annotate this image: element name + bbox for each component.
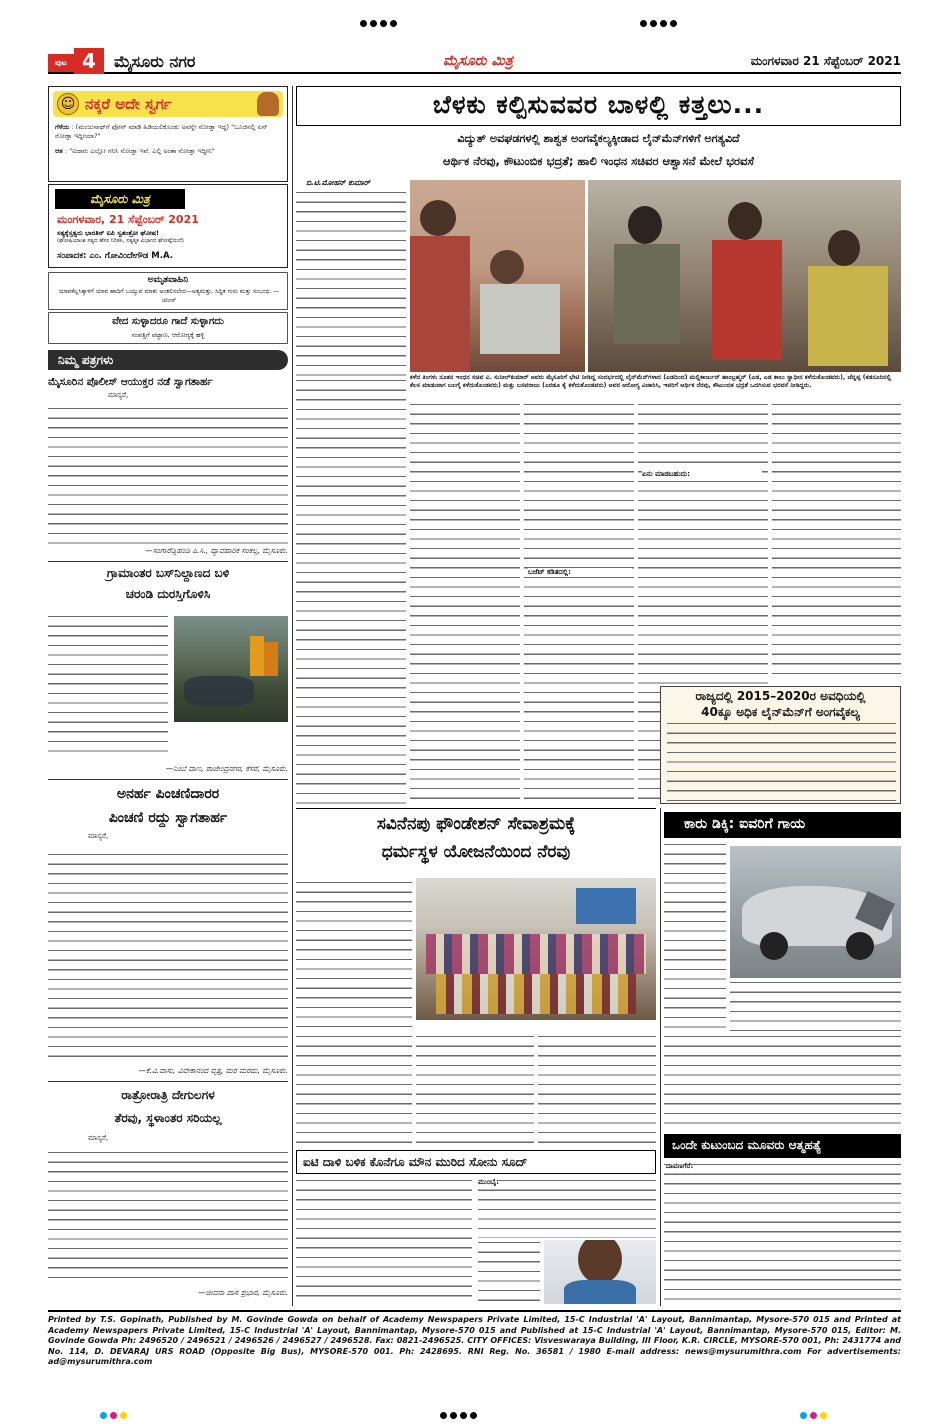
letter-2-title1: ಗ್ರಾಮಾಂತರ ಬಸ್‌ನಿಲ್ದಾಣದ ಬಳಿ — [106, 566, 230, 580]
letter-4-title1: ರಾತ್ರೋರಾತ್ರಿ ದೇಗುಲಗಳ — [121, 1088, 215, 1102]
paper-name: ಮೈಸೂರು ಮಿತ್ರ — [443, 53, 513, 69]
car-crash-photo — [730, 846, 901, 978]
lead-deck-1: ವಿದ್ಯುತ್ ಅವಘಡಗಳಲ್ಲಿ ಶಾಶ್ವತ ಅಂಗವೈಕಲ್ಯಕ್ಕೀಡಾದ ಲೈನ್‌ಮೆನ್‌ಗಳಿಗೆ ಅಗತ್ಯವಿದೆ — [457, 132, 740, 145]
lead-headline-bar — [296, 86, 901, 126]
registration-dots-bottom-mid — [440, 1404, 480, 1423]
story3-title: ಕಾರು ಡಿಕ್ಕಿ: ಐವರಿಗೆ ಗಾಯ — [684, 816, 806, 832]
story2-body-3 — [416, 1034, 534, 1148]
letter-4-salutation: ಮಾನ್ಯರೆ, — [88, 1134, 109, 1142]
humor-title: ನಕ್ಕರೆ ಅದೇ ಸ್ವರ್ಗ — [85, 95, 172, 113]
letter-1 — [48, 376, 288, 562]
story4-body-1 — [296, 1178, 472, 1304]
proverb-text: ಸಂಪತ್ತಿಗೆ ಪಟ್ಟಾಣ, ಆರೋಗ್ಯಕ್ಕೆ ಹಳ್ಳಿ — [131, 331, 205, 339]
amrita-title: ಅಮೃತವಾಹಿನಿ — [147, 275, 189, 285]
letter-1-signature: —ಸಂಗಾರೆಡ್ಡಿಹಂಡಿ ಪಿ.ಸಿ., ವ್ಯಾವಹಾರಿಕ ಸಂಕಲ್ಪ, ಮೈಸೂರು. — [145, 546, 288, 555]
editorial-editor: ಸಂಪಾದಕ: ಎಂ. ಗೋವಿಂದೇಗೌಡ M.A. — [57, 251, 173, 261]
editorial-line2: (ಘೋಷಿಯಾಂಶ ಸತ್ಯದ ಹೆಸರ ನಿರಿತಸಿ, ಸತ್ಯತ್ಮಕ ವಿಭಾಗದ ಘೋಷ್ಕೆಯಿದೆ) — [57, 238, 184, 244]
lead-col-3 — [524, 402, 634, 804]
story4-body-2 — [478, 1178, 656, 1238]
footer-imprint — [48, 1310, 901, 1368]
story2-title2: ಧರ್ಮಸ್ಥಳ ಯೋಜನೆಯಿಂದ ನೆರವು — [381, 842, 571, 862]
story2-title1: ಸವಿನೆನಪು ಫೌಂಡೇಶನ್ ಸೇವಾಶ್ರಮಕ್ಕೆ — [376, 814, 576, 834]
lead-subhead-3: ಏನು ಮಾಡಬಹುದು: — [642, 470, 762, 479]
lead-col-2 — [410, 402, 520, 804]
letter-3 — [48, 786, 288, 1082]
lead-subhead-2: ಬಜೆಟ್ ಕಡಿತದಲ್ಲಿ: — [528, 568, 632, 577]
sonu-sood-photo — [544, 1240, 656, 1304]
amrita-text: ಯಾವಕೆಲ್ಲಸಿಕ್ಕಾಳಿಗೆ ಯಾವ ಹಾದಿಗೆ ಒಯ್ಯುವ ಮಾತು ಅಂತಲಿಸಲೇದ—ಅತ್ಯಮತ್ತು, ಸಿದ್ಧಿತ ಗುರು ಮತ್ತು ಸಂಬಂಧ. —ಚಿನೀಸ್ — [58, 288, 280, 304]
story2-body-2 — [296, 1034, 412, 1148]
letter-2-signature: —ನಿಂಬೆ ವಾಣ, ರಾಜೇಂದ್ರನಗರ, ಕೆಸರೆ, ಮೈಸೂರು. — [165, 764, 288, 773]
story2-body-4 — [538, 1034, 656, 1148]
letters-header — [48, 350, 288, 370]
story2-body-1 — [296, 880, 412, 1030]
letter-2-title2: ಚರಂಡಿ ದುರಸ್ತಿಗೊಳಿಸಿ — [125, 587, 211, 601]
story3-body-3 — [664, 1034, 901, 1130]
masthead — [48, 48, 901, 74]
laughing-face-icon: ☺ — [57, 93, 79, 115]
section-title: ಮೈಸೂರು ನಗರ — [114, 52, 196, 71]
letter-2-body — [48, 614, 168, 758]
letter-4-title2: ತೆರವು, ಸ್ಥಳಾಂತರ ಸರಿಯಲ್ಲ — [114, 1111, 222, 1125]
amrita-box — [48, 272, 288, 310]
story5-header — [664, 1134, 901, 1158]
story3-body-2 — [730, 980, 901, 1034]
page-number: 4 — [74, 48, 104, 74]
stat-box-body — [667, 721, 896, 801]
stat-box-title: ರಾಜ್ಯದಲ್ಲಿ 2015–2020ರ ಅವಧಿಯಲ್ಲಿ — [695, 689, 866, 703]
letter-2 — [48, 566, 288, 780]
registration-dots-bottom-right — [800, 1404, 830, 1423]
page-label: ಪುಟ — [48, 54, 74, 72]
lead-col-1 — [296, 378, 406, 804]
lead-byline: ಬಿ.ಟಿ.ಮೋಹನ್ ಕುಮಾರ್ — [306, 178, 371, 187]
story4-dateline: ಮುಂಬೈ: — [478, 1178, 500, 1186]
lead-col-5 — [772, 402, 901, 682]
story5-body — [664, 1162, 901, 1304]
letter-3-salutation: ಮಾನ್ಯರೆ, — [88, 832, 109, 840]
letter-1-title: ಮೈಸೂರಿನ ಪೊಲೀಸ್ ಆಯುಕ್ತರ ನಡೆ ಸ್ವಾಗತಾರ್ಹ — [48, 376, 213, 388]
humor-q-label: ಗೆಳೆಯ — [55, 123, 70, 131]
humor-header — [53, 91, 283, 117]
drain-photo — [174, 616, 288, 722]
letter-1-salutation: ಮಾನ್ಯರೆ, — [108, 391, 129, 399]
proverb-box — [48, 312, 288, 344]
lead-photo-1 — [410, 180, 585, 372]
editorial-line1: ಸತ್ಯಕ್ಕೆಸ್ತತ್ವರು ಭಾರತಿನ್ ಐಪಿ ಸ್ವತಂತ್ರೋ ಘೋಷ! — [57, 229, 159, 237]
humor-a-label: ಆತ — [55, 147, 63, 155]
registration-dots-bottom-left — [100, 1404, 130, 1423]
proverb-title: ವೇದ ಸುಳ್ಳಾದರೂ ಗಾದೆ ಸುಳ್ಳಾಗದು — [112, 316, 224, 327]
letter-1-body — [48, 406, 288, 544]
editorial-paper-name: ಮೈಸೂರು ಮಿತ್ರ — [55, 189, 185, 209]
humor-a-text: "ಐದಾರು ಎಲ್ಲೋ ಗನಿಸಿ ನೋಡ್ತಾ ಇವೆ. ಎಲ್ಲಿ ಅಂತಾ ನೋಡ್ತಾ ಇದ್ದೀನಿ" — [69, 147, 215, 155]
lead-deck-2: ಆರ್ಥಿಕ ನೆರವು, ಕೌಟುಂಬಿಕ ಭದ್ರತೆ; ಹಾಲಿ ಇಂಧನ ಸಚಿವರ ಆಶ್ವಾಸನೆ ಮೇಲೆ ಭರವಸೆ — [443, 154, 754, 168]
cartoon-figure-icon — [257, 92, 279, 116]
story5-title: ಒಂದೇ ಕುಟುಂಬದ ಮೂವರು ಆತ್ಮಹತ್ಯೆ — [672, 1138, 822, 1152]
letter-3-body — [48, 852, 288, 1062]
issue-date: ಮಂಗಳವಾರ 21 ಸೆಪ್ಟೆಂಬರ್ 2021 — [750, 54, 901, 68]
lead-body-intro — [296, 190, 406, 376]
lead-photo-2 — [588, 180, 901, 372]
letter-4-body — [48, 1150, 288, 1284]
story4-header — [296, 1150, 656, 1174]
letter-3-signature: —ಕೆ.ವಿ.ವಾಸು, ವಿವೇಕಾನಂದ ವೃತ್ತ, ಮರ ಮರದು, ಮೈಸೂರು. — [138, 1066, 288, 1075]
story3-header — [664, 812, 901, 838]
letter-3-title2: ಪಿಂಚಣಿ ರದ್ದು ಸ್ವಾಗತಾರ್ಹ — [108, 810, 228, 826]
lead-headline: ಬೆಳಕು ಕಲ್ಪಿಸುವವರ ಬಾಳಲ್ಲಿ ಕತ್ತಲು... — [432, 90, 765, 119]
editorial-date: ಮಂಗಳವಾರ, 21 ಸೆಪ್ಟೆಂಬರ್ 2021 — [57, 213, 199, 226]
letter-4-signature: —ಜೀವನಾ ದಾಸ ಪ್ರಭಾರ, ಮೈಸೂರು. — [198, 1288, 288, 1297]
stat-box — [660, 686, 901, 804]
lead-photo-caption: ಕಳೆದ ತಿಂಗಳು ನೂತನ ಇಂಧನ ಸಚಿವ ವಿ. ಸುನೀಲ್‌ಕುಮಾರ್ ಅವರು ಮೈಸೂರಿಗೆ ಭೇಟಿ ನೀಡಿದ್ದ ಸಂದರ್ಭದಲ್ಲಿ ಲೈನ್‌ಮೆನ್‌ಗಳಾದ (ಎಡದಿಂದ) ಮಲ್ಲಿಕಾರ್ಜುನ್ ಹಾಂಬ್ರಹ್ಮನ್ (ಎಡ, ಎಡ ಕಾಲು ಸ್ವಾಧೀನ ಕಳೆದುಕೊಂಡವರು), ಚೆನ್ನಪ್ಪ (ಕಡನೂರಿನಲ್ಲಿ ಕೆಲಸ ಮಾಡುವಾಗ ಬಲಗೈ ಕಳೆದುಕೊಂಡವರು) ಮತ್ತು ಬಸವರಾಜು (ಎರಡೂ ಕೈ ಕಳೆದುಕೊಂಡವರು) ಅವರ ಆರೋಗ್ಯ ವಿಚಾರಿಸಿ, ಇವರಿಗೆ ಆರ್ಥಿಕ ನೆರವು, ಕೌಟುಂಬಿಕ ಭದ್ರತೆ ಒದಗಿಸುವ ಭರವಸೆ ನೀಡಿದ್ದರು. — [410, 374, 892, 390]
letter-3-title1: ಅನರ್ಹ ಪಿಂಚಣಿದಾರರ — [116, 786, 220, 802]
stat-box-title2: 40ಕ್ಕೂ ಅಧಿಕ ಲೈನ್‌ಮೆನ್‌ಗೆ ಅಂಗವೈಕಲ್ಯ — [701, 705, 860, 719]
story5-dateline: ದಾವಣಗೆರೆ: — [666, 1162, 694, 1170]
registration-dots-top — [360, 12, 400, 31]
humor-q-text: (ಮಂಜುನಾಥ್‌ಗೆ ಫೋನ್ ಮಾಡಿ ಹಿಡಿಯಲಿಕೊಂಡು ಅವನ್ನೇ ನೋಡ್ತಾ ಇದ್ದ) "ಬೂಜಿನಲ್ಲಿ ಏನ್ ನೋಡ್ತಾ ಇದ್ದೀಯಾ?" — [55, 123, 268, 140]
humor-box: ☺ ನಕ್ಕರೆ ಅದೇ ಸ್ವರ್ಗ ಗೆಳೆಯ : (ಮಂಜುನಾಥ್‌ಗೆ ಫೋನ್ ಮಾಡಿ ಹಿಡಿಯಲಿಕೊಂಡು ಅವನ್ನೇ ನೋಡ್ತಾ ಇದ್ದ) "ಬೂಜಿನಲ್ಲಿ ಏನ್ ನೋಡ್ತಾ ಇದ್ದೀಯಾ?" ಆತ : "ಐದಾರು ಎಲ್ಲೋ ಗನಿಸಿ ನೋಡ್ತಾ ಇವೆ. ಎಲ್ಲಿ ಅಂತಾ ನೋಡ್ತಾ ಇದ್ದೀನಿ" — [48, 86, 288, 182]
story4-body-3 — [478, 1240, 540, 1304]
letter-4 — [48, 1088, 288, 1304]
editorial-box — [48, 184, 288, 268]
footer-imprint-text: Printed by T.S. Gopinath, Published by M. Govinde Gowda on behalf of Academy Newspapers Private Limited, 15-C Industrial 'A' Layout, Bannimantap, Mysore-570 015 and Printed at Academy Newspapers Private Limited, 15-C Industrial 'A' Layout, Bannimantap, Mysore-570 015 and Published at 15-C Industrial 'A' Layout, Bannimantap, Mysore-570 015, Editor: M. Govinde Gowda Ph: 2496520 / 2496521 / 2496526 / 2496527 / 2496528. Fax: 0821-2496525. CITY OFFICES: Visveswaraya Building, III Floor, K.R. CIRCLE, MYSORE-570 001, Ph: 2431774 and No. 114, D. DEVARAJ URS ROAD (Opposite Big Bus), MYSORE-570 001. Ph: 2428695. RNI Reg. No. 36581 / 1980 E-mail address: news@mysurumithra.com For advertisements: ad@mysurumithra.com — [48, 1315, 901, 1367]
letters-header-text: ನಿಮ್ಮ ಪತ್ರಗಳು — [58, 353, 114, 367]
story4-title: ಐಟಿ ದಾಳಿ ಬಳಿಕ ಕೊನೆಗೂ ಮೌನ ಮುರಿದ ಸೋನು ಸೂದ್ — [303, 1155, 528, 1169]
group-photo — [416, 878, 656, 1020]
registration-dots-top-right — [640, 12, 680, 31]
story3-body-1 — [664, 842, 726, 1032]
